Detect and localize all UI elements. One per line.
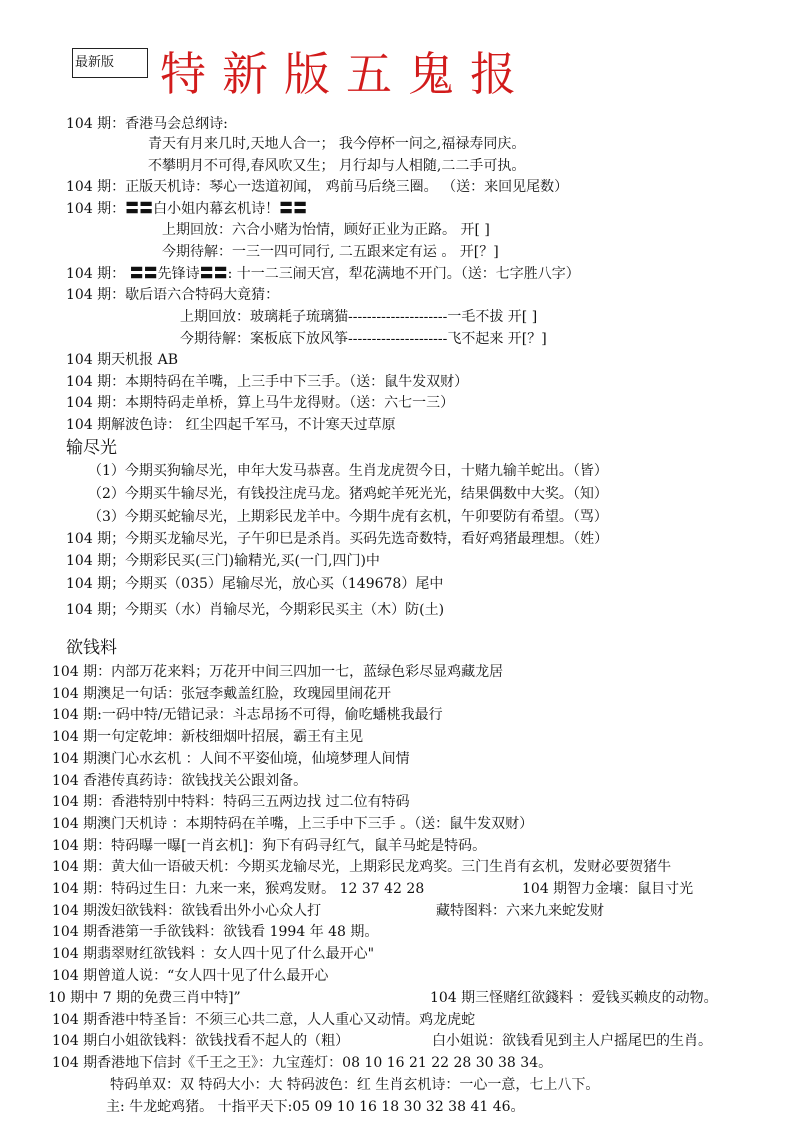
text-line: 藏特图料：六来九来蛇发财 (436, 903, 604, 919)
text-line: 104 期智力金壤：鼠目寸光 (522, 881, 694, 897)
text-line: 104 期翡翠财红欲钱料 ：女人四十见了什么最开心" (52, 946, 375, 962)
text-line: （2）今期买牛输尽光，有钱投注虎马龙。猪鸡蛇羊死光光，结果偶数中大奖。（知） (88, 486, 608, 502)
text-line: （3）今期买蛇输尽光，上期彩民龙羊中。今期牛虎有玄机，午卯要防有希望。（骂） (88, 509, 608, 525)
text-line: 104 期；今期买龙输尽光，子午卯巳是杀肖。买码先选奇数特，看好鸡猪最理想。（姓） (66, 531, 609, 547)
text-line: 104 期：正版天机诗：琴心一迭道初闻， 鸡前马后绕三圈。 （送：来回见尾数） (66, 179, 569, 195)
text-line: 104 期；今期彩民买(三门)输精光,买(一门,四门)中 (66, 553, 380, 569)
text-line: 104 期：香港马会总纲诗: (66, 116, 228, 132)
text-line: 青天有月来几时,天地人合一； 我今停杯一问之,福禄寿同庆。 (148, 136, 526, 152)
text-line: 104 香港传真药诗：欲钱找关公跟刘备。 (52, 773, 308, 789)
text-line: 今期待解：一三一四可同行, 二五跟来定有运 。 开[？] (162, 244, 499, 260)
text-line: 104 期白小姐欲钱料：欲钱找看不起人的（粗） (52, 1033, 350, 1049)
text-line: 104 期澳门心水玄机 ：人间不平姿仙境，仙境梦理人间情 (52, 751, 410, 767)
text-line: 104 期：黄大仙一语破天机：今期买龙输尽光，上期彩民龙鸡奖。三门生肖有玄机，发财必要贺猪牛 (52, 859, 672, 875)
text-line: 主: 牛龙蛇鸡猪。 十指平天下:05 09 10 16 18 30 32 38 41 46。 (106, 1099, 525, 1115)
text-line: 104 期；今期买（水）肖输尽光，今期彩民买主（木）防(土) (66, 602, 445, 618)
text-line: 特码单双：双 特码大小：大 特码波色：红 生肖玄机诗：一心一意，七上八下。 (110, 1077, 600, 1093)
text-line: （1）今期买狗输尽光，申年大发马恭喜。生肖龙虎贺今日，十赌九输羊蛇出。（皆） (88, 463, 608, 479)
section-heading-want: 欲钱料 (66, 638, 117, 658)
text-line: 104 期香港地下信封《千王之王》：九宝莲灯：08 10 16 21 22 28 30 38 34。 (52, 1055, 553, 1071)
text-line: 10 期中 7 期的免费三肖中特]” (48, 990, 241, 1006)
text-line: 不攀明月不可得,春风吹又生； 月行却与人相随,二二手可执。 (148, 158, 526, 174)
text-line: 104 期泼妇欲钱料：欲钱看出外小心众人打 (52, 903, 322, 919)
page-title: 特新版五鬼报 (160, 47, 532, 101)
text-line: 104 期：本期特码在羊嘴，上三手中下三手。（送：鼠牛发双财） (66, 374, 469, 390)
text-line: 104 期解波色诗： 红尘四起千军马，不计寒天过草原 (66, 417, 396, 433)
text-line: 104 期：内部万花来料；万花开中间三四加一七，蓝绿色彩尽显鸡藏龙居 (52, 664, 504, 680)
text-line: 白小姐说：欲钱看见到主人户摇尾巴的生肖。 (432, 1033, 712, 1049)
text-line: 104 期澳足一句话：张冠李戴盖红脸，玫瑰园里闹花开 (52, 686, 392, 702)
text-line: 104 期曾道人说：“女人四十见了什么最开心 (52, 968, 329, 984)
text-line: 104 期：特码过生日：九来一来，猴鸡发财。 12 37 42 28 (52, 881, 425, 897)
text-line: 104 期三怪赌红欲錢料 ：爱钱买赖皮的动物。 (430, 990, 718, 1006)
text-line: 上期回放：玻璃耗子琉璃猫---------------------一毛不拔 开[ ] (180, 309, 538, 325)
text-line: 104 期澳门天机诗 ：本期特码在羊嘴，上三手中下三手 。（送：鼠牛发双财） (52, 816, 534, 832)
text-line: 104 期：歇后语六合特码大竟猜： (66, 287, 280, 303)
text-line: 上期回放：六合小赌为怡情，顾好正业为正路。 开[ ] (162, 222, 490, 238)
text-line: 104 期：香港特别中特料：特码三五两边找 过二位有特码 (52, 794, 410, 810)
text-line: 104 期:一码中特/无错记录：斗志昂扬不可得，偷吃蟠桃我最行 (52, 707, 443, 723)
text-line: 104 期天机报 AB (66, 352, 179, 368)
text-line: 104 期；今期买（035）尾输尽光，放心买（149678）尾中 (66, 576, 444, 592)
text-line: 104 期： 〓〓先锋诗〓〓: 十一二三闹天宫，犁花满地不开门。（送：七字胜八字） (66, 266, 580, 282)
text-line: 104 期香港中特圣旨：不须三心共二意，人人重心又动情。鸡龙虎蛇 (52, 1012, 476, 1028)
text-line: 今期待解：案板底下放风筝---------------------飞不起来 开[？] (180, 331, 547, 347)
latest-edition-badge: 最新版 (72, 48, 148, 78)
text-line: 104 期一句定乾坤：新枝细烟叶招展，霸王有主见 (52, 729, 364, 745)
text-line: 104 期香港第一手欲钱料：欲钱看 1994 年 48 期。 (52, 924, 379, 940)
text-line: 104 期：本期特码走单桥，算上马牛龙得财。（送：六七一三） (66, 395, 455, 411)
text-line: 104 期：〓〓白小姐内幕玄机诗！〓〓 (66, 201, 308, 217)
text-line: 104 期：特码曝一曝[一肖玄机]：狗下有码寻红气，鼠羊马蛇是特码。 (52, 838, 487, 854)
section-heading-lose: 输尽光 (66, 438, 117, 458)
